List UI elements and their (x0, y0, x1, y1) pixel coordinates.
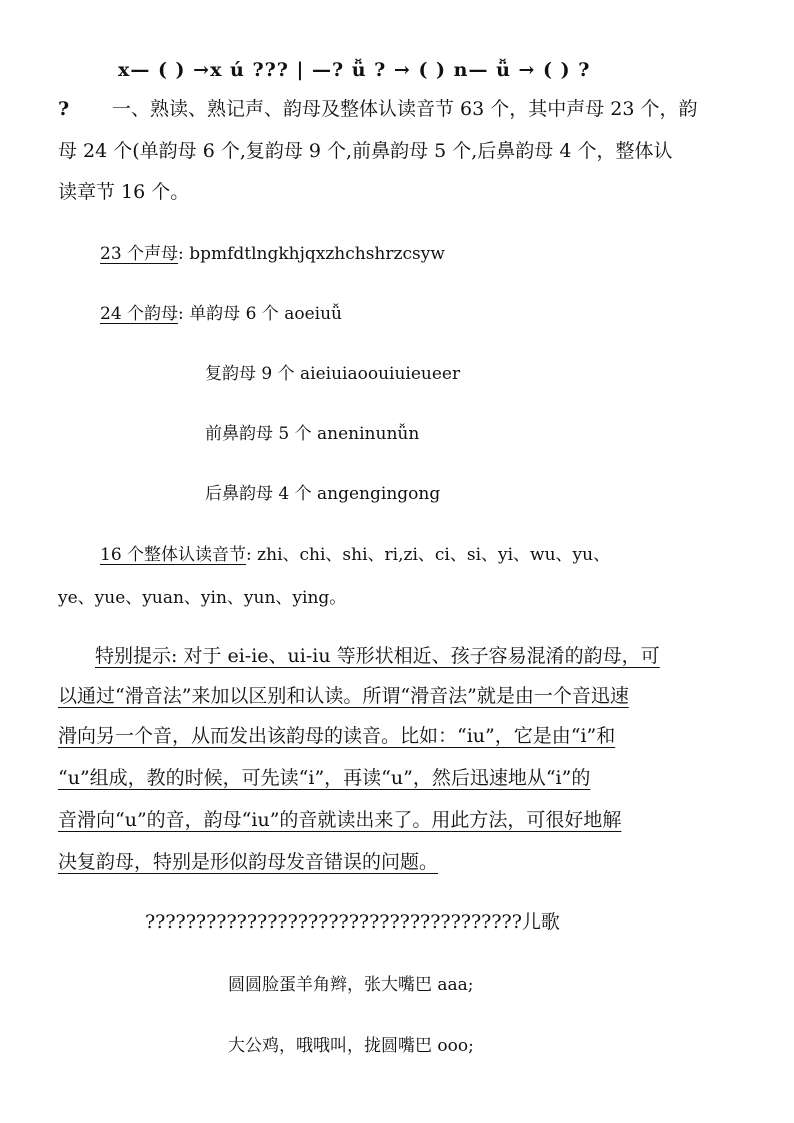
whole-syllables-rest: : zhi、chi、shi、ri,zi、ci、si、yi、wu、yu、 (246, 545, 611, 565)
finals-single: 单韵母 6 个 aoeiuǚ (189, 304, 342, 324)
tip-line-4: “u”组成，教的时候，可先读“i”，再读“u”，然后迅速地从“i”的 (58, 767, 591, 789)
header-line: x— ( ) →x ú ??? | —? ǚ ? → ( ) n— ǚ → ( ) ? (118, 59, 591, 81)
finals-compound: 复韵母 9 个 aieiuiaoouiuieueer (205, 364, 461, 384)
finals-label: 24 个韵母 (100, 304, 179, 324)
song-line-1: 圆圆脸蛋羊角辫，张大嘴巴 aaa; (228, 975, 474, 995)
initials-label: 23 个声母 (100, 244, 179, 264)
whole-syllables-label: 16 个整体认读音节 (100, 545, 247, 565)
tip-line-5: 音滑向“u”的音，韵母“iu”的音就读出来了。用此方法，可很好地解 (58, 809, 622, 831)
tip-line-3: 滑向另一个音，从而发出该韵母的读音。比如：“iu”，它是由“i”和 (58, 725, 616, 747)
finals-front-nasal: 前鼻韵母 5 个 aneninunǚn (205, 424, 420, 444)
whole-syllables-line-2: ye、yue、yuan、yin、yun、ying。 (58, 588, 347, 608)
tip-line-6: 决复韵母，特别是形似韵母发音错误的问题。 (58, 851, 439, 873)
tip-line-1: 特别提示: 对于 ei-ie、ui-iu 等形状相近、孩子容易混淆的韵母，可 (95, 645, 660, 667)
initials-value: bpmfdtlngkhjqxzhchshrzcsyw (189, 244, 445, 264)
finals-row (100, 302, 342, 326)
intro-line-2: 母 24 个(单韵母 6 个,复韵母 9 个,前鼻韵母 5 个,后鼻韵母 4 个，整体认 (58, 140, 673, 162)
intro-line-1: 一、熟读、熟记声、韵母及整体认读音节 63 个，其中声母 23 个，韵 (112, 98, 698, 120)
intro-mark: ? (58, 98, 70, 120)
initials-row (100, 242, 445, 266)
song-heading: ?????????????????????????????????????儿歌 (145, 911, 560, 933)
initials-colon: : (178, 244, 184, 264)
finals-back-nasal: 后鼻韵母 4 个 angengingong (205, 484, 441, 504)
finals-colon: : (178, 304, 184, 324)
song-line-2: 大公鸡，哦哦叫，拢圆嘴巴 ooo; (228, 1036, 474, 1056)
whole-syllables-row (100, 543, 610, 567)
intro-line-3: 读章节 16 个。 (58, 181, 190, 203)
tip-line-2: 以通过“滑音法”来加以区别和认读。所谓“滑音法”就是由一个音迅速 (58, 685, 629, 707)
